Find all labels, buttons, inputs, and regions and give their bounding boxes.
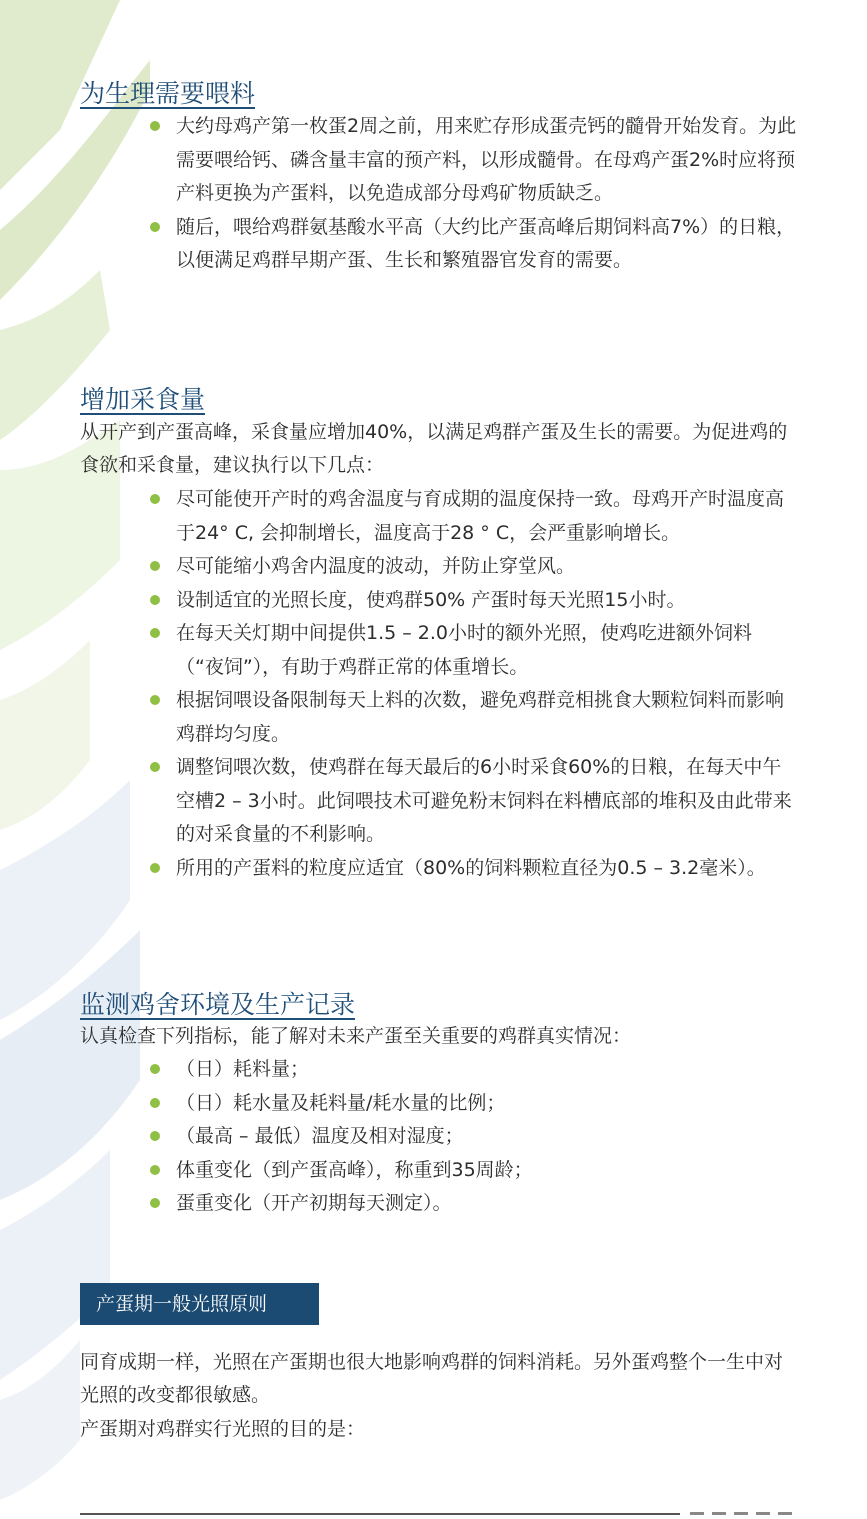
bullet-dot-icon bbox=[150, 1131, 160, 1141]
bullet-dot-icon bbox=[150, 628, 160, 638]
bullet-dot-icon bbox=[150, 222, 160, 232]
bullet-dot-icon bbox=[150, 121, 160, 131]
bullet-dot-icon bbox=[150, 1165, 160, 1175]
bullet-list bbox=[148, 1053, 798, 1221]
bullet-list bbox=[148, 110, 798, 278]
footer-rule bbox=[80, 1513, 680, 1515]
bullet-dot-icon bbox=[150, 1098, 160, 1108]
list-item: 体重变化（到产蛋高峰），称重到35周龄； bbox=[148, 1154, 798, 1188]
list-item: 根据饲喂设备限制每天上料的次数，避免鸡群竞相挑食大颗粒饲料而影响鸡群均匀度。 bbox=[148, 684, 798, 751]
list-item: 随后，喂给鸡群氨基酸水平高（大约比产蛋高峰后期饲料高7%）的日粮，以便满足鸡群早期产蛋、生长和繁殖器官发育的需要。 bbox=[148, 211, 798, 278]
section-heading: 为生理需要喂料 bbox=[80, 79, 256, 108]
list-item: 蛋重变化（开产初期每天测定）。 bbox=[148, 1187, 798, 1221]
section-heading: 增加采食量 bbox=[80, 385, 206, 414]
list-item: （日）耗料量； bbox=[148, 1053, 798, 1087]
list-item: （日）耗水量及耗料量/耗水量的比例； bbox=[148, 1087, 798, 1121]
list-item: 大约母鸡产第一枚蛋2周之前，用来贮存形成蛋壳钙的髓骨开始发育。为此需要喂给钙、磷含量丰富的预产料，以形成髓骨。在母鸡产蛋2%时应将预产料更换为产蛋料，以免造成部分母鸡矿物质缺乏。 bbox=[148, 110, 798, 211]
list-item: 所用的产蛋料的粒度应适宜（80%的饲料颗粒直径为0.5 – 3.2毫米）。 bbox=[148, 852, 798, 886]
section-intro: 从开产到产蛋高峰，采食量应增加40%，以满足鸡群产蛋及生长的需要。为促进鸡的食欲和采食量，建议执行以下几点： bbox=[80, 421, 788, 476]
bullet-dot-icon bbox=[150, 595, 160, 605]
bullet-dot-icon bbox=[150, 494, 160, 504]
bullet-dot-icon bbox=[150, 695, 160, 705]
list-item: 调整饲喂次数，使鸡群在每天最后的6小时采食60%的日粮，在每天中午空槽2 – 3小时。此饲喂技术可避免粉末饲料在料槽底部的堆积及由此带来的对采食量的不利影响。 bbox=[148, 751, 798, 852]
section-heading: 监测鸡舍环境及生产记录 bbox=[80, 990, 356, 1019]
bullet-dot-icon bbox=[150, 1064, 160, 1074]
lighting-paragraph: 产蛋期对鸡群实行光照的目的是： bbox=[80, 1418, 366, 1440]
list-item: 尽可能使开产时的鸡舍温度与育成期的温度保持一致。母鸡开产时温度高于24° C, 会抑制增长，温度高于28 ° C，会严重影响增长。 bbox=[148, 483, 798, 550]
footer-decoration bbox=[690, 1509, 810, 1517]
bullet-dot-icon bbox=[150, 762, 160, 772]
bullet-dot-icon bbox=[150, 1198, 160, 1208]
section-intro: 认真检查下列指标，能了解对未来产蛋至关重要的鸡群真实情况： bbox=[80, 1025, 632, 1047]
lighting-paragraph: 同育成期一样，光照在产蛋期也很大地影响鸡群的饲料消耗。另外蛋鸡整个一生中对光照的改变都很敏感。 bbox=[80, 1351, 784, 1406]
list-item: 设制适宜的光照长度，使鸡群50% 产蛋时每天光照15小时。 bbox=[148, 584, 798, 618]
list-item: 尽可能缩小鸡舍内温度的波动，并防止穿堂风。 bbox=[148, 550, 798, 584]
list-item: （最高 – 最低）温度及相对湿度； bbox=[148, 1120, 798, 1154]
section-banner: 产蛋期一般光照原则 bbox=[80, 1283, 319, 1325]
bullet-dot-icon bbox=[150, 863, 160, 873]
bullet-dot-icon bbox=[150, 561, 160, 571]
bullet-list bbox=[148, 483, 798, 885]
list-item: 在每天关灯期中间提供1.5 – 2.0小时的额外光照，使鸡吃进额外饲料（“夜饲”），有助于鸡群正常的体重增长。 bbox=[148, 617, 798, 684]
